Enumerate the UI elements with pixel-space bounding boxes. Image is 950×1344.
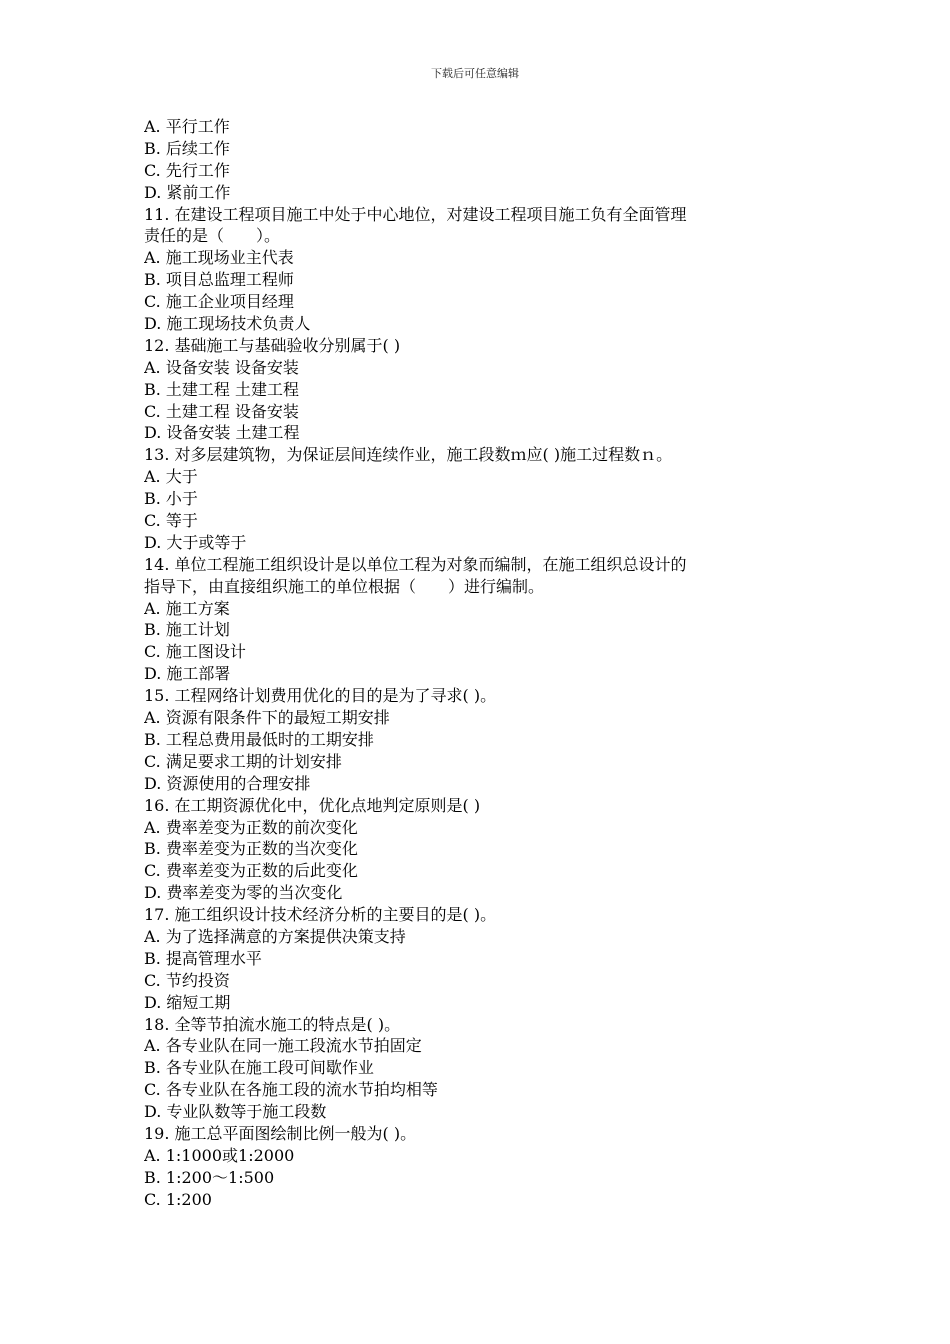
text-line: C. 土建工程 设备安装 bbox=[144, 401, 299, 421]
text-line: A. 平行工作 bbox=[144, 117, 230, 136]
text-line: B. 各专业队在施工段可间歇作业 bbox=[144, 1058, 374, 1078]
text-line: A. 施工现场业主代表 bbox=[144, 248, 294, 268]
text-line: A. 费率差变为正数的前次变化 bbox=[144, 817, 358, 837]
page-header: 下载后可任意编辑 bbox=[431, 67, 519, 80]
text-line: B. 小于 bbox=[144, 489, 198, 509]
text-line: 指导下，由直接组织施工的单位根据（ ）进行编制。 bbox=[144, 576, 545, 596]
text-line: 14. 单位工程施工组织设计是以单位工程为对象而编制，在施工组织总设计的 bbox=[144, 554, 687, 574]
text-line: C. 满足要求工期的计划安排 bbox=[144, 751, 342, 771]
text-line: C. 先行工作 bbox=[144, 160, 230, 180]
text-line: B. 施工计划 bbox=[144, 620, 230, 640]
text-line: 11. 在建设工程项目施工中处于中心地位，对建设工程项目施工负有全面管理 bbox=[144, 204, 687, 224]
text-line: D. 缩短工期 bbox=[144, 992, 231, 1012]
text-line: C. 施工图设计 bbox=[144, 642, 246, 662]
text-line: B. 项目总监理工程师 bbox=[144, 270, 294, 290]
text-line: 16. 在工期资源优化中，优化点地判定原则是( ) bbox=[144, 795, 481, 815]
text-line: D. 设备安装 土建工程 bbox=[144, 423, 300, 443]
text-line: 18. 全等节拍流水施工的特点是( )。 bbox=[144, 1014, 401, 1034]
text-line: B. 工程总费用最低时的工期安排 bbox=[144, 729, 374, 749]
text-line: D. 施工部署 bbox=[144, 664, 231, 684]
text-line: 15. 工程网络计划费用优化的目的是为了寻求( )。 bbox=[144, 686, 497, 706]
text-line: 13. 对多层建筑物，为保证层间连续作业，施工段数ｍ应( )施工过程数ｎ。 bbox=[144, 445, 673, 465]
text-line: A. 大于 bbox=[144, 467, 198, 487]
text-line: D. 紧前工作 bbox=[144, 182, 231, 202]
text-line: 12. 基础施工与基础验收分别属于( ) bbox=[144, 335, 401, 355]
text-line: C. 1:200 bbox=[144, 1189, 212, 1209]
text-line: D. 费率差变为零的当次变化 bbox=[144, 883, 343, 903]
text-line: A. 1:1000或1:2000 bbox=[144, 1145, 295, 1165]
text-line: C. 等于 bbox=[144, 511, 198, 531]
text-line: D. 资源使用的合理安排 bbox=[144, 773, 311, 793]
text-line: C. 各专业队在各施工段的流水节拍均相等 bbox=[144, 1080, 438, 1100]
text-line: D. 大于或等于 bbox=[144, 532, 247, 552]
text-line: D. 专业队数等于施工段数 bbox=[144, 1102, 327, 1122]
text-line: A. 各专业队在同一施工段流水节拍固定 bbox=[144, 1036, 422, 1056]
text-line: C. 节约投资 bbox=[144, 970, 230, 990]
text-line: A. 设备安装 设备安装 bbox=[144, 357, 299, 377]
text-line: 17. 施工组织设计技术经济分析的主要目的是( )。 bbox=[144, 905, 497, 925]
text-line: C. 费率差变为正数的后此变化 bbox=[144, 861, 358, 881]
text-line: A. 施工方案 bbox=[144, 598, 230, 618]
text-line: A. 为了选择满意的方案提供决策支持 bbox=[144, 926, 406, 946]
text-line: B. 后续工作 bbox=[144, 138, 230, 158]
text-line: C. 施工企业项目经理 bbox=[144, 292, 294, 312]
text-line: D. 施工现场技术负责人 bbox=[144, 314, 311, 334]
text-line: B. 1:200～1:500 bbox=[144, 1167, 275, 1187]
text-line: 责任的是（ ）。 bbox=[144, 226, 281, 246]
text-line: B. 提高管理水平 bbox=[144, 948, 262, 968]
text-line: A. 资源有限条件下的最短工期安排 bbox=[144, 708, 390, 728]
document-body bbox=[144, 116, 804, 1211]
text-line: 19. 施工总平面图绘制比例一般为( )。 bbox=[144, 1123, 417, 1143]
text-line: B. 土建工程 土建工程 bbox=[144, 379, 300, 399]
text-line: B. 费率差变为正数的当次变化 bbox=[144, 839, 358, 859]
